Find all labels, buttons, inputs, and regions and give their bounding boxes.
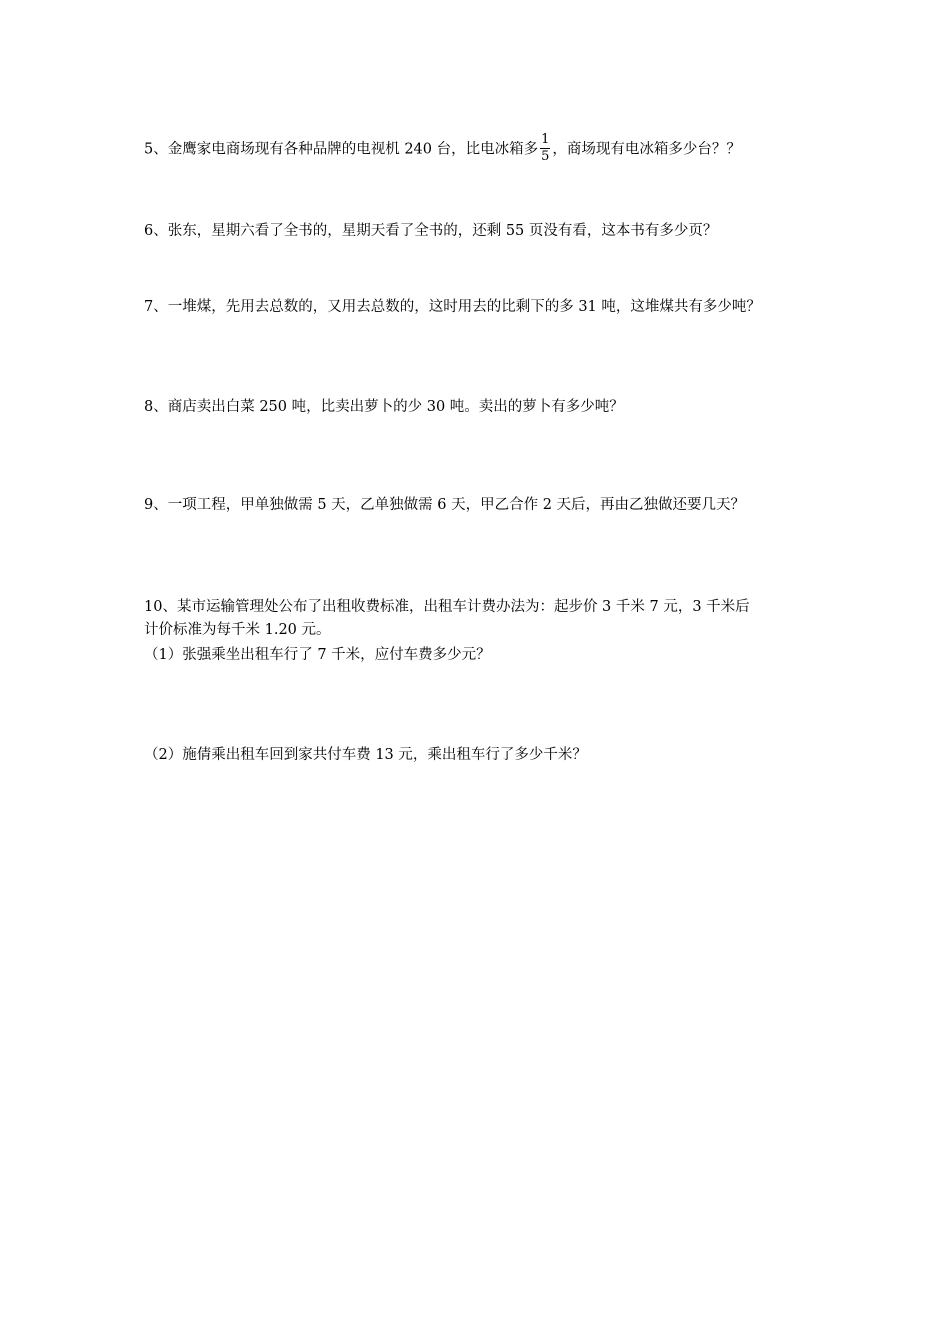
question-6: 6、张东，星期六看了全书的，星期天看了全书的，还剩 55 页没有看，这本书有多少页？ [144,223,718,239]
question-10-sub-1: （1）张强乘坐出租车行了 7 千米，应付车费多少元？ [144,647,491,663]
fraction-one-fifth [540,133,550,164]
question-8: 8、商店卖出白菜 250 吨，比卖出萝卜的少 30 吨。卖出的萝卜有多少吨？ [144,399,624,415]
fraction-numerator: 1 [541,132,550,147]
question-5-text-before: 5、金鹰家电商场现有各种品牌的电视机 240 台，比电冰箱多 [144,141,539,158]
question-7: 7、一堆煤，先用去总数的，又用去总数的，这时用去的比剩下的多 31 吨，这堆煤共有多少吨？ [144,299,761,315]
question-5-text-after: ，商场现有电冰箱多少台？？ [552,141,741,158]
fraction-denominator: 5 [541,149,550,164]
question-10-line-1: 10、某市运输管理处公布了出租收费标准，出租车计费办法为：起步价 3 千米 7 元，3 千米后 [144,599,750,615]
question-9: 9、一项工程，甲单独做需 5 天，乙单独做需 6 天，甲乙合作 2 天后，再由乙独做还要几天？ [144,497,746,513]
question-5 [144,134,741,165]
question-10-line-2: 计价标准为每千米 1.20 元。 [144,622,331,638]
question-10-sub-2: （2）施倩乘出租车回到家共付车费 13 元，乘出租车行了多少千米？ [144,747,587,763]
